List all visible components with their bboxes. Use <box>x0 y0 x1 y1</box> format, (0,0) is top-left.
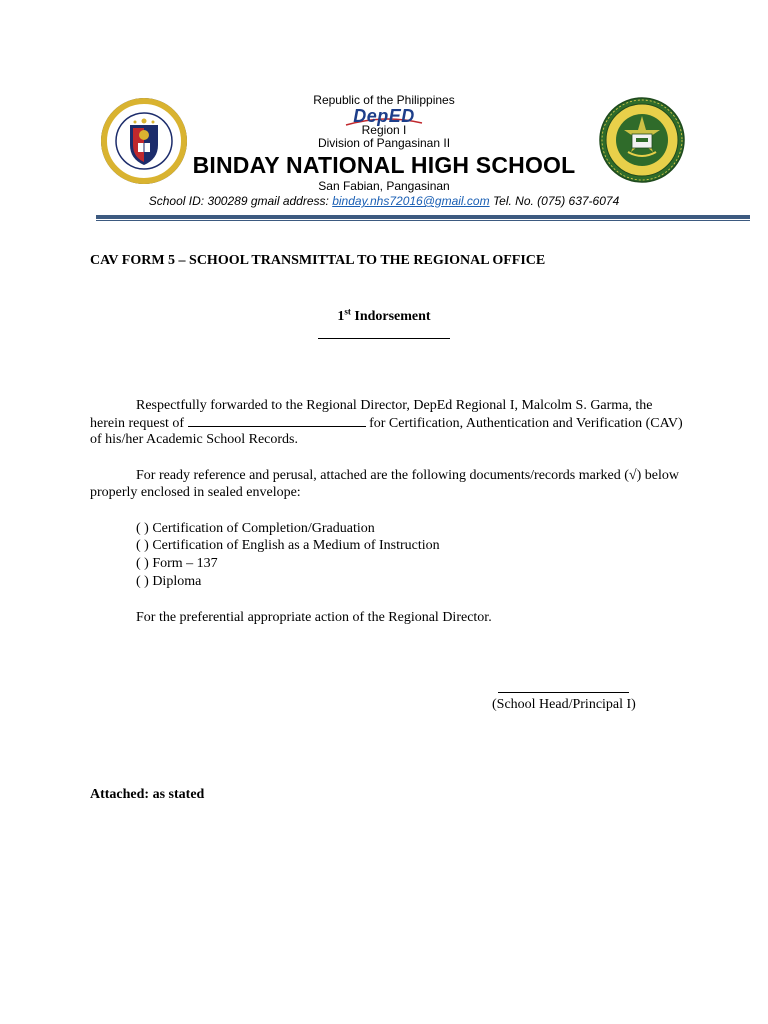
school-id-text: School ID: 300289 gmail address: <box>148 194 329 208</box>
attachment-note: Attached: as stated <box>90 787 205 802</box>
division-line: Division of Pangasinan II <box>317 136 451 150</box>
region-line: Region I <box>361 123 407 137</box>
indorsement-underline <box>318 338 450 339</box>
paragraph-1-line-1: Respectfully forwarded to the Regional Director, DepEd Regional I, Malcolm S. Garma, the <box>136 398 653 413</box>
paragraph-1-line-2 <box>90 414 683 432</box>
header-divider-thick <box>96 215 750 219</box>
school-name: BINDAY NATIONAL HIGH SCHOOL <box>192 152 576 178</box>
signature-line[interactable] <box>498 692 629 693</box>
indorsement-number: 1 <box>337 309 345 324</box>
indorsement-heading <box>0 308 768 325</box>
checklist-item[interactable]: ( ) Form – 137 <box>136 556 218 571</box>
indorsement-word: Indorsement <box>354 309 431 324</box>
school-location: San Fabian, Pangasinan <box>318 179 450 193</box>
indorsement-superscript: st <box>344 306 351 317</box>
school-seal-logo <box>598 96 686 184</box>
paragraph-1-line-3: of his/her Academic School Records. <box>90 432 299 447</box>
cav-purpose-text: for Certification, Authentication and Verification (CAV) <box>369 416 683 431</box>
checklist-item[interactable]: ( ) Certification of Completion/Graduation <box>136 521 375 536</box>
request-of-text: herein request of <box>90 416 185 431</box>
closing-sentence: For the preferential appropriate action of the Regional Director. <box>136 610 492 625</box>
checklist-item[interactable]: ( ) Certification of English as a Medium of Instruction <box>136 538 440 553</box>
contact-line <box>0 194 768 208</box>
paragraph-2-line-2: properly enclosed in sealed envelope: <box>90 485 301 500</box>
form-title: CAV FORM 5 – SCHOOL TRANSMITTAL TO THE REGIONAL OFFICE <box>90 253 546 268</box>
signatory-title: (School Head/Principal I) <box>492 697 636 712</box>
deped-logo-text: DepED <box>353 106 415 126</box>
republic-line: Republic of the Philippines <box>313 93 455 107</box>
requester-name-blank[interactable] <box>188 414 366 427</box>
email-link[interactable]: binday.nhs72016@gmail.com <box>332 194 490 208</box>
checklist-item[interactable]: ( ) Diploma <box>136 574 202 589</box>
header-divider-thin <box>96 220 750 221</box>
telephone-text: Tel. No. (075) 637-6074 <box>492 194 620 208</box>
paragraph-2-line-1: For ready reference and perusal, attached are the following documents/records marked (√) below <box>136 468 679 483</box>
